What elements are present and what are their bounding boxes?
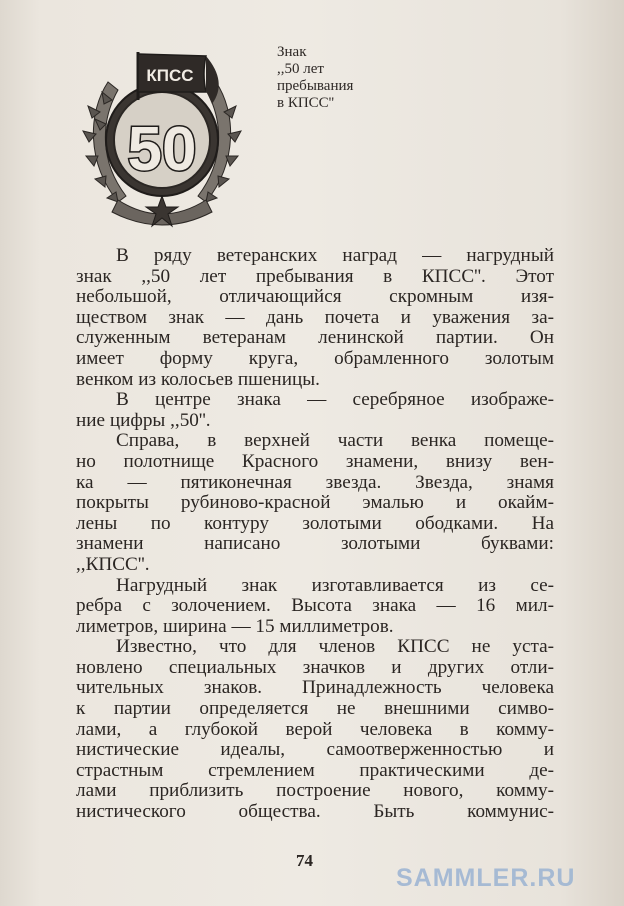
banner-text: КПСС (146, 66, 194, 85)
text-line: знак ,,50 лет пребывания в КПСС''. Этот (76, 265, 554, 287)
text-line: но полотнище Красного знамени, внизу вен- (76, 450, 554, 472)
text-line: нистического общества. Быть коммунис- (76, 801, 554, 823)
caption-line: ,,50 лет (277, 61, 324, 77)
text-line: лами приблизить построение нового, комму- (76, 780, 554, 802)
text-line: нистические идеалы, самоотверженностью и (76, 739, 554, 761)
text-line: небольшой, отличающийся скромным изя- (76, 286, 554, 308)
text-line: к партии определяется не внешними симво- (76, 698, 554, 720)
text-line: Известно, что для членов КПСС не уста- (116, 636, 554, 658)
text-line: служенным ветеранам ленинской партии. Он (76, 327, 554, 349)
text-line: Нагрудный знак изготавливается из се- (116, 574, 554, 596)
text-line: лами, а глубокой верой человека в комму- (76, 718, 554, 740)
caption-line: в КПСС'' (277, 95, 335, 111)
text-line: ка — пятиконечная звезда. Звезда, знамя (76, 471, 554, 493)
caption-line: Знак (277, 44, 307, 60)
watermark: SAMMLER.RU (396, 864, 576, 892)
page-number: 74 (296, 851, 313, 870)
text-line: ,,КПСС''. (76, 553, 150, 575)
text-line: венком из колосьев пшеницы. (76, 368, 320, 390)
text-line: В ряду ветеранских наград — нагрудный (116, 245, 554, 266)
text-line: ние цифры ,,50''. (76, 409, 211, 431)
text-line: чительных знаков. Принадлежность человека (76, 677, 554, 699)
text-line: ребра с золочением. Высота знака — 16 мил- (76, 595, 554, 617)
text-line: новлено специальных значков и других отли- (76, 656, 554, 678)
text-line: знамени написано золотыми буквами: (76, 533, 554, 555)
caption-line: пребывания (277, 78, 354, 94)
text-line: В центре знака — серебряное изображе- (116, 389, 554, 411)
figure-caption (277, 44, 427, 112)
text-line: лиметров, ширина — 15 миллиметров. (76, 615, 394, 637)
text-line: Справа, в верхней части венка помеще- (116, 430, 554, 452)
badge-emblem-illustration (78, 42, 246, 234)
text-line: покрыты рубиново-красной эмалью и окайм- (76, 492, 554, 514)
text-line: ществом знак — дань почета и уважения за- (76, 306, 554, 328)
text-line: лены по контуру золотыми ободками. На (76, 512, 554, 534)
body-text (76, 246, 554, 823)
text-line: имеет форму круга, обрамленного золотым (76, 347, 554, 369)
text-line: страстным стремлением практическими де- (76, 759, 554, 781)
badge-number: 50 (127, 115, 197, 184)
